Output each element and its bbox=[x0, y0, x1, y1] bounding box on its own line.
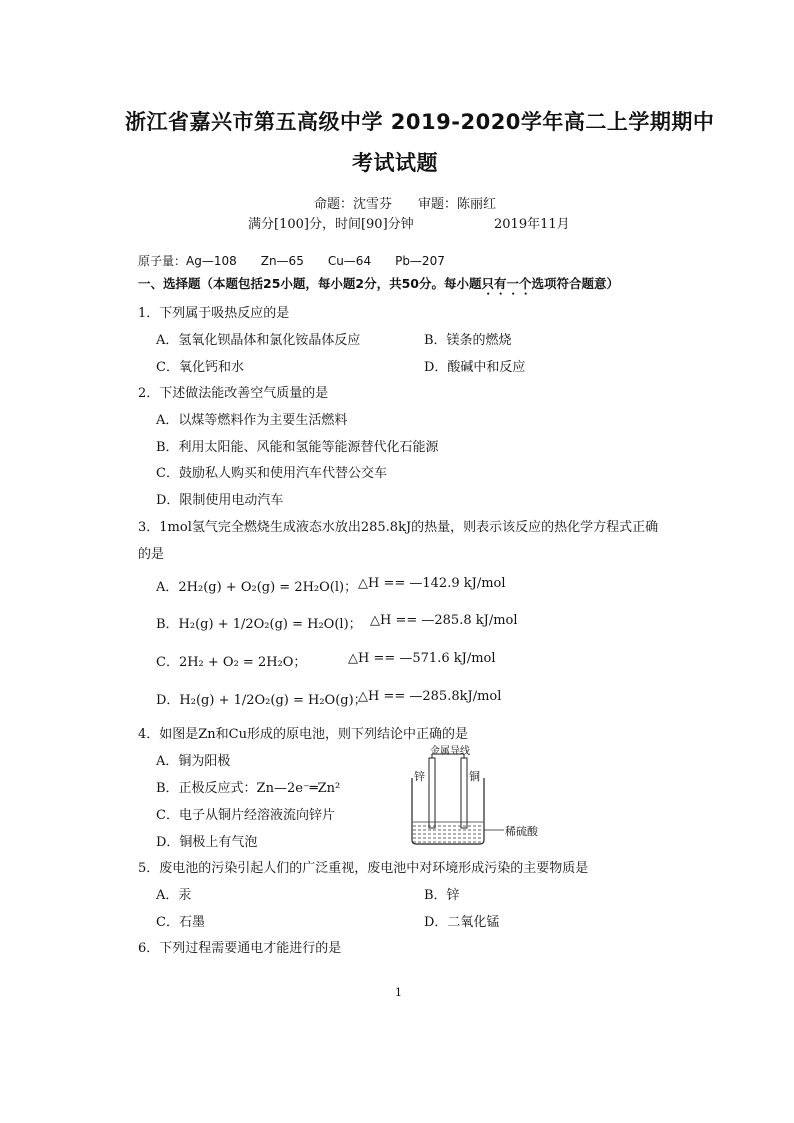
q4-option-b: B．正极反应式：Zn—2e⁻═Zn² bbox=[156, 781, 341, 796]
authors: 命题：沈雪芬 审题：陈丽红 bbox=[314, 197, 497, 212]
q5-option-a: A．汞 bbox=[156, 888, 192, 903]
page-title-line1: 浙江省嘉兴市第五高级中学 2019-2020学年高二上学期期中 bbox=[125, 110, 715, 134]
q3-option-a-enthalpy: △H == —142.9 kJ/mol bbox=[358, 576, 506, 591]
copper-label: 铜 bbox=[469, 770, 480, 783]
q4-stem: 4．如图是Zn和Cu形成的原电池，则下列结论中正确的是 bbox=[138, 727, 468, 742]
section-header-prefix: 一、选择题（本题包括25小题，每小题2分，共50分。每小题 bbox=[138, 276, 482, 291]
copper-electrode bbox=[461, 758, 467, 828]
section-header-suffix: 选项符合题意） bbox=[531, 276, 620, 291]
atomic-masses: 原子量：Ag—108 Zn—65 Cu—64 Pb—207 bbox=[138, 254, 445, 268]
q5-option-d: D．二氧化锰 bbox=[424, 915, 500, 930]
section-header bbox=[138, 274, 619, 298]
q3-option-a-equation: A．2H₂(g) + O₂(g) = 2H₂O(l)； bbox=[156, 580, 358, 595]
q5-stem: 5．废电池的污染引起人们的广泛重视，废电池中对环境形成污染的主要物质是 bbox=[138, 861, 589, 876]
zinc-label: 锌 bbox=[414, 770, 425, 783]
q3-option-d-enthalpy: △H == —285.8kJ/mol bbox=[358, 689, 502, 704]
q6-stem: 6．下列过程需要通电才能进行的是 bbox=[138, 941, 342, 956]
q4-option-d: D．铜极上有气泡 bbox=[156, 835, 258, 850]
q3-option-b-equation: B．H₂(g) + 1/2O₂(g) = H₂O(l)； bbox=[156, 617, 362, 632]
q1-option-d: D．酸碱中和反应 bbox=[424, 360, 526, 375]
q1-option-c: C．氧化钙和水 bbox=[156, 360, 244, 375]
section-header-emphasis: 只有一个 bbox=[481, 276, 532, 291]
q3-option-c-equation: C．2H₂ + O₂ = 2H₂O； bbox=[156, 655, 307, 670]
q2-option-c: C．鼓励私人购买和使用汽车代替公交车 bbox=[156, 466, 387, 481]
q2-option-a: A．以煤等燃料作为主要生活燃料 bbox=[156, 413, 348, 428]
q1-option-a: A．氢氧化钡晶体和氯化铵晶体反应 bbox=[156, 333, 361, 348]
zinc-electrode bbox=[429, 758, 435, 828]
q2-stem: 2．下述做法能改善空气质量的是 bbox=[138, 386, 329, 401]
q4-option-a: A．铜为阳极 bbox=[156, 754, 231, 769]
q2-option-b: B．利用太阳能、风能和氢能等能源替代化石能源 bbox=[156, 440, 439, 455]
q4-option-c: C．电子从铜片经溶液流向锌片 bbox=[156, 808, 335, 823]
sulfuric-acid-solution bbox=[413, 822, 483, 842]
page-title-line2: 考试试题 bbox=[352, 151, 438, 175]
q1-option-b: B．镁条的燃烧 bbox=[424, 333, 512, 348]
q5-option-c: C．石墨 bbox=[156, 915, 205, 930]
q3-stem-line2: 的是 bbox=[138, 547, 165, 562]
solution-label: 稀硫酸 bbox=[505, 825, 538, 838]
q5-option-b: B．锌 bbox=[424, 888, 460, 903]
page-number: 1 bbox=[395, 986, 402, 999]
q2-option-d: D．限制使用电动汽车 bbox=[156, 493, 284, 508]
score-time: 满分[100]分，时间[90]分钟 bbox=[248, 217, 414, 232]
exam-date: 2019年11月 bbox=[494, 217, 570, 232]
wire-label: 金属导线 bbox=[430, 746, 470, 757]
q3-stem-line1: 3．1mol氢气完全燃烧生成液态水放出285.8kJ的热量，则表示该反应的热化学方程式正确 bbox=[138, 520, 659, 535]
q3-option-d-equation: D．H₂(g) + 1/2O₂(g) = H₂O(g)； bbox=[156, 693, 367, 708]
q3-option-c-enthalpy: △H == —571.6 kJ/mol bbox=[348, 651, 496, 666]
q3-option-b-enthalpy: △H == —285.8 kJ/mol bbox=[370, 613, 518, 628]
q1-stem: 1．下列属于吸热反应的是 bbox=[138, 306, 290, 321]
